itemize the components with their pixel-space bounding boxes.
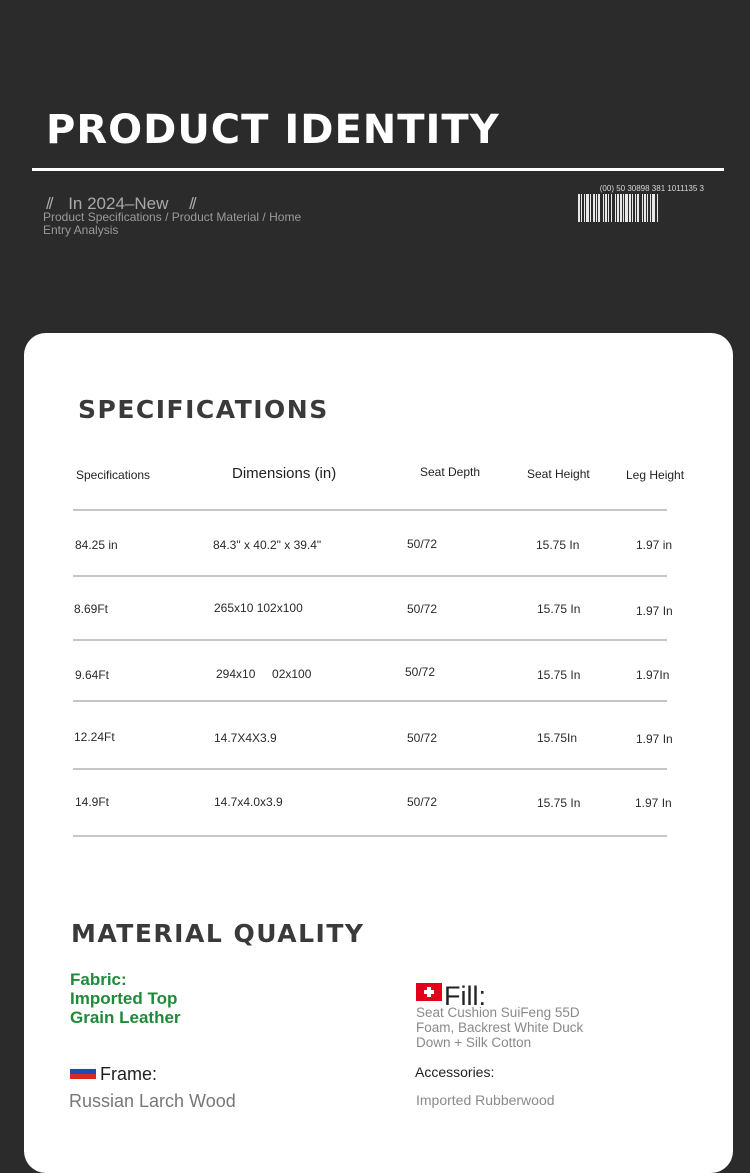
col-header-dimensions: Dimensions (in) bbox=[232, 465, 337, 482]
table-divider bbox=[73, 509, 667, 511]
table-cell-spec: 84.25 in bbox=[75, 538, 118, 552]
table-cell-seat-height: 15.75 In bbox=[537, 796, 581, 810]
table-cell-dimensions: 84.3" x 40.2" x 39.4" bbox=[213, 538, 322, 552]
col-header-leg-height: Leg Height bbox=[626, 468, 685, 482]
accessories-label: Accessories: bbox=[415, 1064, 495, 1080]
table-divider bbox=[73, 575, 667, 577]
table-divider bbox=[73, 639, 667, 641]
barcode bbox=[578, 184, 718, 226]
page-title: PRODUCT IDENTITY bbox=[46, 107, 500, 153]
table-cell-leg-height: 1.97 in bbox=[636, 538, 673, 552]
swiss-flag-icon bbox=[416, 977, 442, 1007]
material-heading: MATERIAL QUALITY bbox=[71, 919, 365, 948]
slash-close: // bbox=[189, 194, 195, 213]
table-divider bbox=[73, 768, 667, 770]
content-card bbox=[24, 333, 733, 1173]
table-cell-seat-depth: 50/72 bbox=[407, 602, 438, 616]
fill-label: Fill: bbox=[444, 981, 486, 1011]
page-subtitle: Product Specifications / Product Material / Home Entry Analysis bbox=[43, 210, 302, 237]
year-text: In 2024–New bbox=[68, 194, 169, 213]
barcode-number: (00) 50 30898 381 1011135 3 bbox=[599, 184, 704, 193]
table-cell-leg-height: 1.97 In bbox=[635, 796, 672, 810]
table-divider bbox=[73, 700, 667, 702]
table-cell-dimensions: 14.7x4.0x3.9 bbox=[214, 795, 283, 809]
header-divider bbox=[32, 168, 724, 171]
table-cell-seat-height: 15.75 In bbox=[536, 538, 580, 552]
table-cell-spec: 8.69Ft bbox=[74, 602, 109, 616]
table-cell-seat-height: 15.75 In bbox=[537, 668, 581, 682]
table-cell-seat-depth: 50/72 bbox=[405, 665, 436, 679]
table-cell-seat-height: 15.75In bbox=[537, 731, 578, 745]
col-header-specifications: Specifications bbox=[76, 468, 151, 482]
table-cell-spec: 12.24Ft bbox=[74, 730, 115, 744]
table-cell-spec: 14.9Ft bbox=[75, 795, 110, 809]
fill-description: Seat Cushion SuiFeng 55D Foam, Backrest White Duck Down + Silk Cotton bbox=[416, 1005, 584, 1050]
table-cell-seat-depth: 50/72 bbox=[407, 537, 438, 551]
table-cell-seat-depth: 50/72 bbox=[407, 731, 438, 745]
table-cell-seat-depth: 50/72 bbox=[407, 795, 438, 809]
barcode-bars bbox=[578, 194, 718, 224]
table-cell-leg-height: 1.97 In bbox=[636, 732, 673, 746]
table-cell-leg-height: 1.97 In bbox=[636, 604, 673, 618]
slash-open: // bbox=[46, 194, 52, 213]
table-divider bbox=[73, 835, 667, 837]
accessories-value: Imported Rubberwood bbox=[416, 1092, 555, 1108]
table-cell-spec: 9.64Ft bbox=[75, 668, 110, 682]
specifications-heading: SPECIFICATIONS bbox=[78, 395, 329, 424]
frame-value: Russian Larch Wood bbox=[69, 1091, 236, 1111]
frame-label: Frame: bbox=[100, 1064, 158, 1084]
table-cell-dimensions: 14.7X4X3.9 bbox=[214, 731, 277, 745]
russia-flag-icon bbox=[70, 1063, 96, 1084]
table-cell-seat-height: 15.75 In bbox=[537, 602, 581, 616]
table-cell-dimensions: 265x10 102x100 bbox=[214, 601, 303, 615]
fabric-label: Fabric: Imported Top Grain Leather bbox=[70, 970, 181, 1027]
table-cell-leg-height: 1.97In bbox=[636, 668, 670, 682]
table-cell-dimensions: 294x10 02x100 bbox=[216, 667, 312, 681]
col-header-seat-depth: Seat Depth bbox=[420, 465, 481, 479]
frame-heading bbox=[70, 1063, 157, 1085]
col-header-seat-height: Seat Height bbox=[527, 467, 590, 481]
